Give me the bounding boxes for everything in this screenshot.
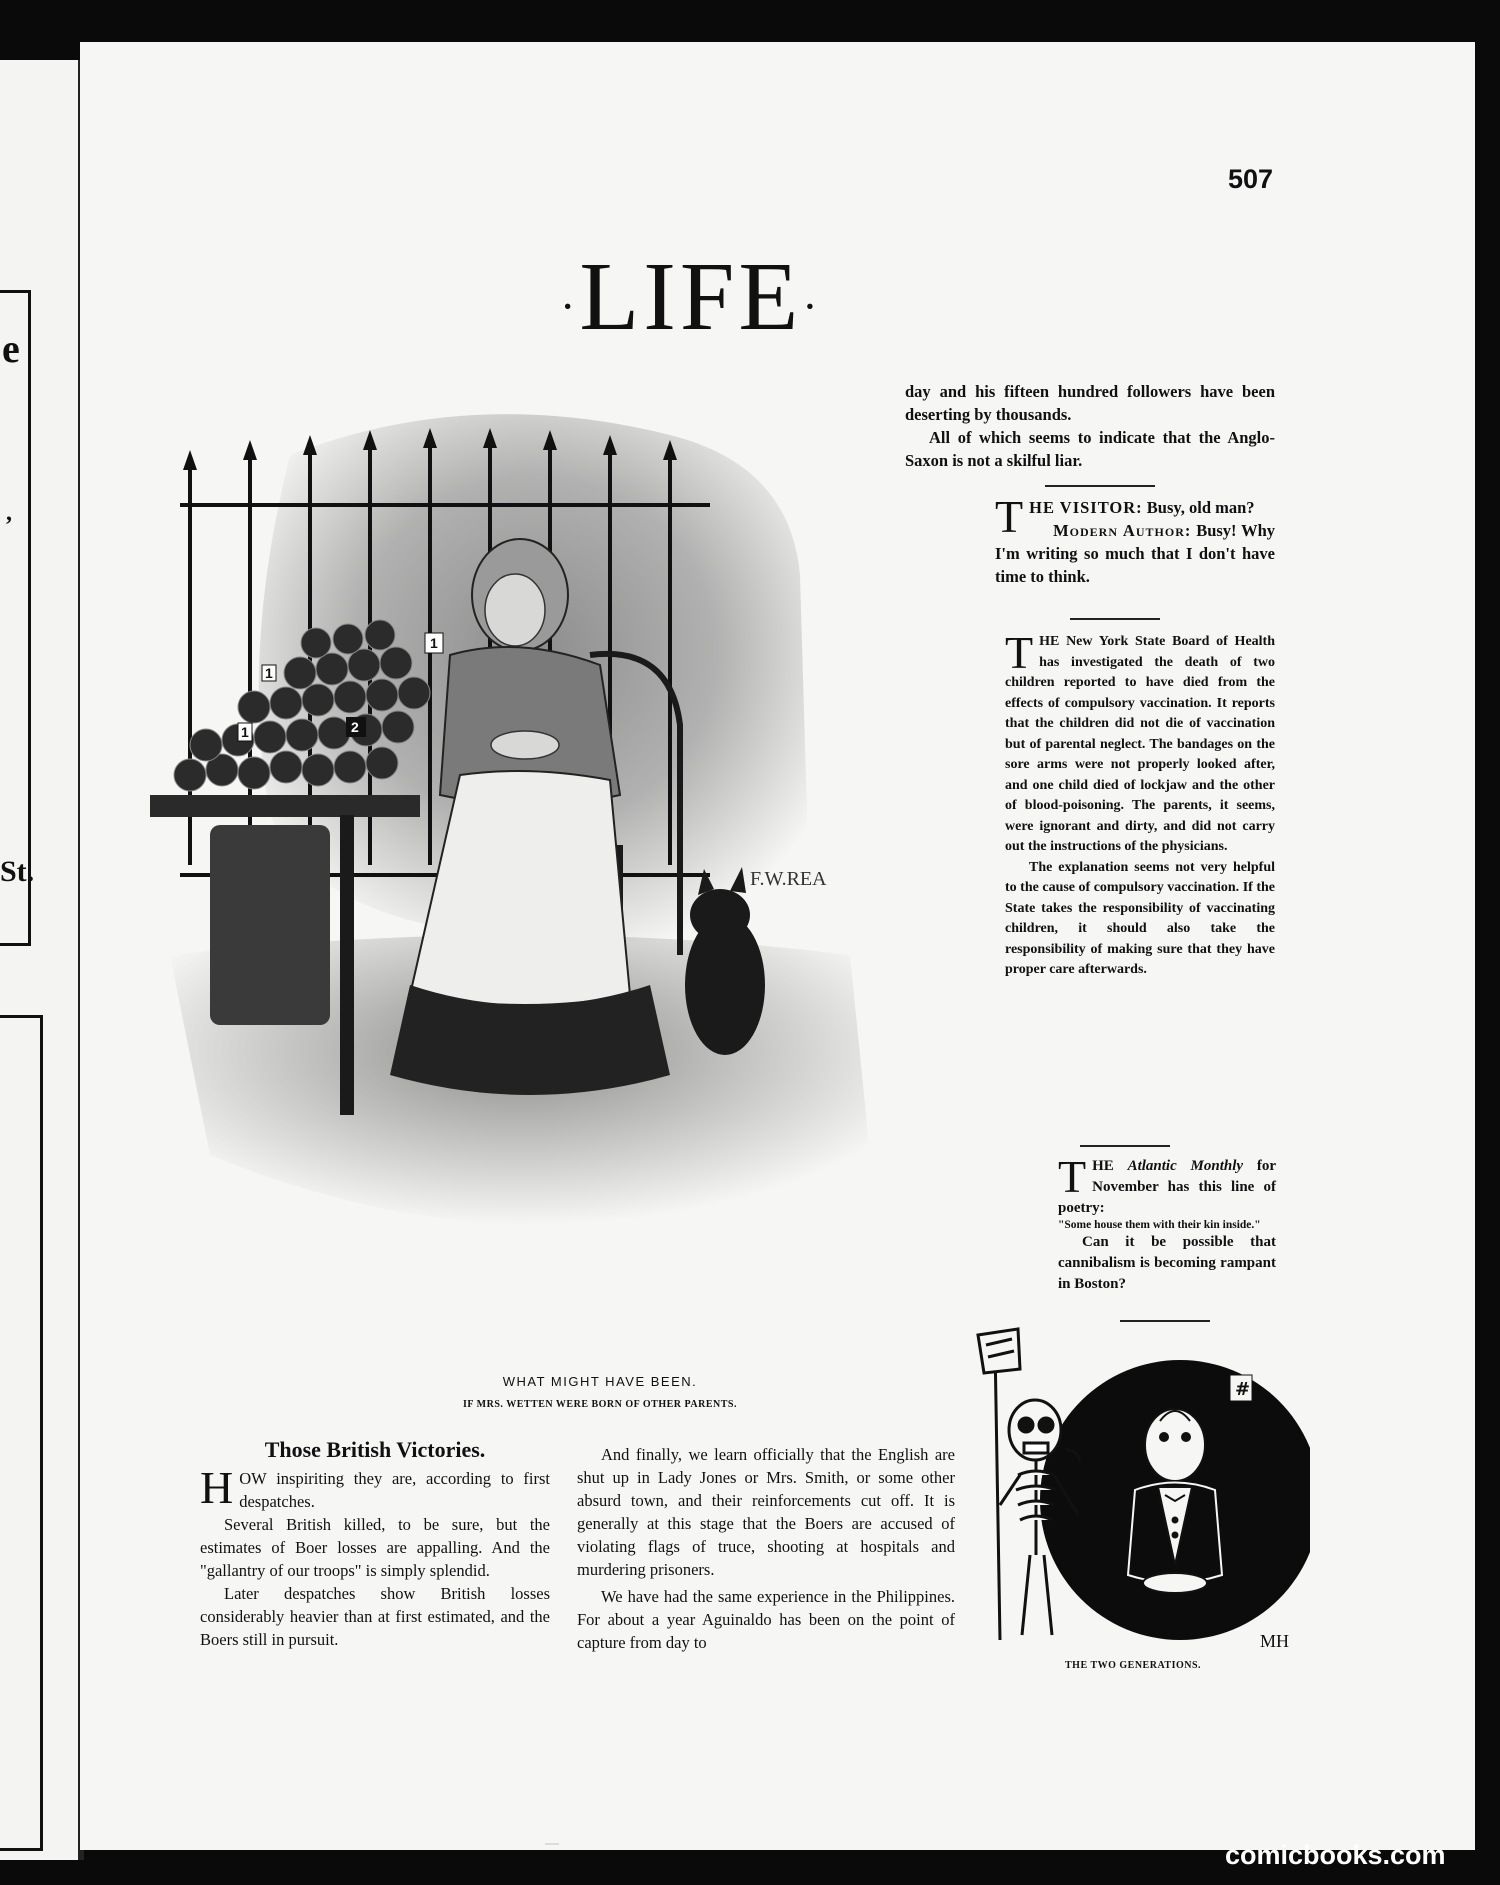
price-tag-1: 1	[430, 635, 438, 651]
visitor-speaker1: HE VISITOR:	[1029, 498, 1143, 517]
atlantic-rest: for November has this line of poetry:	[1058, 1158, 1276, 1216]
left-page-glyph-top: e	[2, 326, 20, 371]
health-p2: The explanation seems not very helpful to the cause of compulsory vaccination. If the State takes the responsibility of vaccinating children, it should also take the responsibility of making sure that they have proper care afterwards.	[1005, 859, 1275, 977]
illustration-caption: WHAT MIGHT HAVE BEEN.	[502, 1374, 698, 1389]
atlantic-dropcap: T	[1058, 1151, 1087, 1202]
visitor-dropcap: T	[995, 491, 1024, 542]
masthead-dot-left: ·	[560, 280, 580, 332]
hands	[491, 731, 559, 759]
british-article-col1	[200, 1438, 550, 1651]
divider-3	[1080, 1145, 1170, 1147]
health-dropcap: T	[1005, 627, 1034, 678]
continued-article-p2: All of which seems to indicate that the Anglo-Saxon is not a skilful liar.	[905, 428, 1275, 470]
british-p1: OW inspiriting they are, according to first despatches.	[239, 1469, 550, 1511]
visitor-speaker2: Modern Author:	[1053, 521, 1192, 540]
british-article-col2	[577, 1443, 955, 1654]
price-tag-2: 2	[351, 719, 359, 735]
british-p4: And finally, we learn officially that the English are shut up in Lady Jones or Mrs. Smith, or some other absurd town, and their reinforcements cut off. It is generally at this stage that the Boers are accused of violating flags of truce, shooting at hospitals and murdering prisoners.	[577, 1445, 955, 1579]
two-generations-cartoon	[960, 1325, 1310, 1655]
british-p3: Later despatches show British losses considerably heavier than at first estimated, and the Boers still in pursuit.	[200, 1584, 550, 1649]
face	[485, 574, 545, 646]
british-p5: We have had the same experience in the Philippines. For about a year Aguinaldo has been on the point of capture from day to	[577, 1587, 955, 1652]
illustration-signature: F.W.REA	[750, 868, 827, 890]
british-heading: Those British Victories.	[264, 1437, 486, 1462]
british-p2: Several British killed, to be sure, but the estimates of Boer losses are appalling. And the "gallantry of our troops" is simply splendid.	[200, 1515, 550, 1580]
atlantic-item	[1058, 1151, 1276, 1295]
masthead-dot-right: ·	[802, 280, 822, 332]
atlantic-p2: Can it be possible that cannibalism is becoming rampant in Boston?	[1058, 1234, 1276, 1292]
watermark: comicbooks.com	[1225, 1840, 1446, 1870]
cartoon-caption: THE TWO GENERATIONS.	[1065, 1660, 1202, 1671]
atlantic-magazine: Atlantic Monthly	[1127, 1158, 1244, 1174]
page-number: 507	[1228, 164, 1274, 194]
continued-article-p1: day and his fifteen hundred followers have been deserting by thousands.	[905, 382, 1275, 424]
atlantic-lead: HE	[1092, 1158, 1128, 1174]
continued-article	[905, 380, 1275, 472]
left-page-glyph-bottom: St.	[0, 855, 35, 888]
price-tag-3: 1	[241, 724, 249, 740]
left-page-box-bottom	[0, 1015, 43, 1851]
main-illustration	[150, 395, 990, 1355]
divider-2	[1070, 618, 1160, 620]
cartoon-signature: MH	[1260, 1631, 1290, 1651]
stand-leg	[340, 815, 354, 1115]
masthead-title: LIFE	[579, 243, 803, 351]
visitor-item	[995, 491, 1275, 588]
cartoon-badge: #	[1235, 1379, 1251, 1400]
masthead	[560, 243, 822, 351]
atlantic-quote: "Some house them with their kin inside."	[1058, 1219, 1261, 1231]
visitor-line2: Busy! Why I'm writing so much that I don't have time to think.	[995, 521, 1275, 586]
price-tag-4: 1	[265, 665, 273, 681]
bottom-mark	[545, 1843, 559, 1845]
illustration-subcaption: IF MRS. WETTEN WERE BORN OF OTHER PARENTS.	[463, 1399, 737, 1410]
left-page-glyph-mid: ,	[6, 500, 12, 526]
left-page-fragment	[0, 60, 78, 1860]
divider-4	[1120, 1320, 1210, 1322]
left-page-box-top	[0, 290, 31, 946]
stand-table-top	[150, 795, 420, 817]
health-item	[1005, 627, 1275, 981]
health-p1: HE New York State Board of Health has investigated the death of two children reported to have died from the effects of compulsory vaccination. It reports that the children did not die of vaccination but of parental neglect. The bandages on the sore arms were not properly looked after, and one child died of lockjaw and the other of blood-poisoning. The parents, it seems, were ignorant and dirty, and did not carry out the instructions of the physicians.	[1005, 634, 1275, 854]
basket	[210, 825, 330, 1025]
visitor-line1: Busy, old man?	[1146, 498, 1255, 517]
divider-1	[1045, 485, 1155, 487]
british-dropcap: H	[200, 1462, 234, 1513]
